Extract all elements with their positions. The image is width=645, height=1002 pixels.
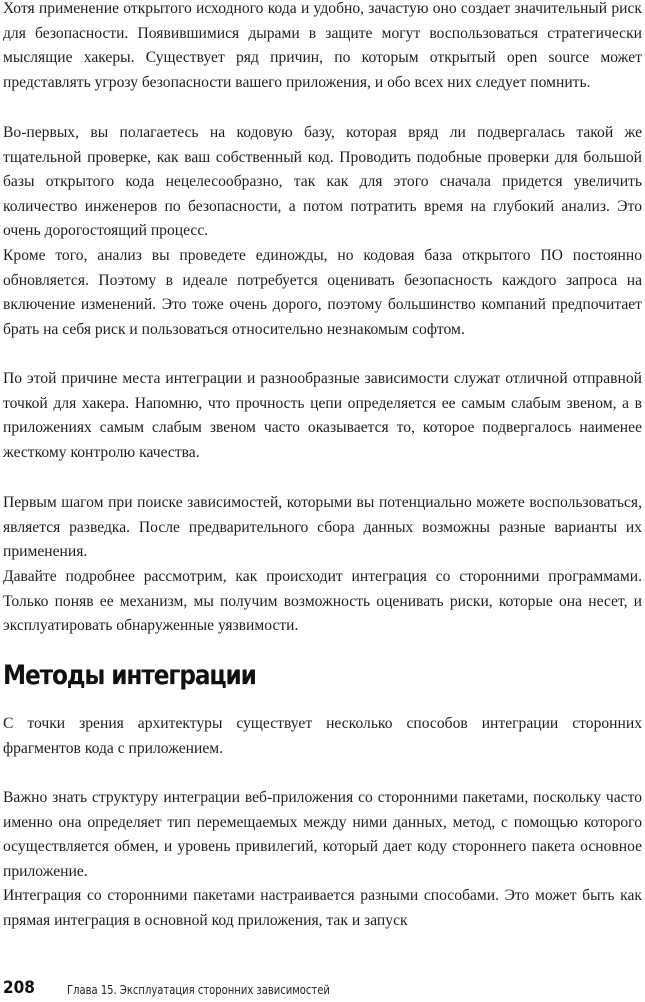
paragraph: Хотя применение открытого исходного кода и удобно, зачастую оно создает значительный риск для безопасности. Появившимися дырами в защите могут воспользоваться стратегически мыслящие хакеры. Существует ряд причин, по которым открытый open source может представлять угрозу безопасности вашего приложения, и обо всех них следует помнить. [3, 0, 642, 91]
paragraph: Важно знать структуру интеграции веб-приложения со сторонними пакетами, поскольку часто именно она определяет тип перемещаемых между ними данных, метод, с помощью которого осуществляется обмен, и уровень привилегий, который дает коду стороннего пакета основное приложение. [3, 789, 642, 880]
section-heading: Методы интеграции [3, 660, 256, 691]
paragraph: Интеграция со сторонними пакетами настраивается разными способами. Это может быть как прямая интеграция в основной код приложения, так и запуск [3, 887, 642, 929]
page-footer [3, 978, 330, 1002]
paragraph: По этой причине места интеграции и разнообразные зависимости служат отличной отправной точкой для хакера. Напомню, что прочность цепи определяется ее самым слабым звеном, а в приложениях самым слабым звеном часто оказывается то, которое подвергалось наименее жесткому контролю качества. [3, 370, 642, 461]
paragraph: Кроме того, анализ вы проведете единожды, но кодовая база открытого ПО постоянно обновляется. Поэтому в идеале потребуется оценивать безопасность каждого запроса на включение изменений. Это тоже очень дорого, поэтому большинство компаний предпочитает брать на себя риск и пользоваться относительно незнакомым софтом. [3, 247, 642, 338]
paragraph: Первым шагом при поиске зависимостей, которыми вы потенциально можете воспользоваться, является разведка. После предварительного сбора данных возможны разные варианты их применения. [3, 494, 642, 561]
page-number: 208 [3, 978, 35, 998]
paragraph: Во-первых, вы полагаетесь на кодовую базу, которая вряд ли подвергалась такой же тщательной проверке, как ваш собственный код. Проводить подобные проверки для большой базы открытого кода нецелесообразно, так как для этого сначала придется увеличить количество инженеров по безопасности, а потом потратить время на глубокий анализ. Это очень дорогостоящий процесс. [3, 124, 642, 240]
paragraph: С точки зрения архитектуры существует несколько способов интеграции сторонних фрагментов кода с приложением. [3, 715, 642, 757]
paragraph: Давайте подробнее рассмотрим, как происходит интеграция со сторонними программами. Только поняв ее механизм, мы получим возможность оценивать риски, которые она несет, и эксплуатировать обнаруженные уязвимости. [3, 568, 642, 635]
running-chapter-title: Глава 15. Эксплуатация сторонних зависимостей [67, 982, 330, 997]
